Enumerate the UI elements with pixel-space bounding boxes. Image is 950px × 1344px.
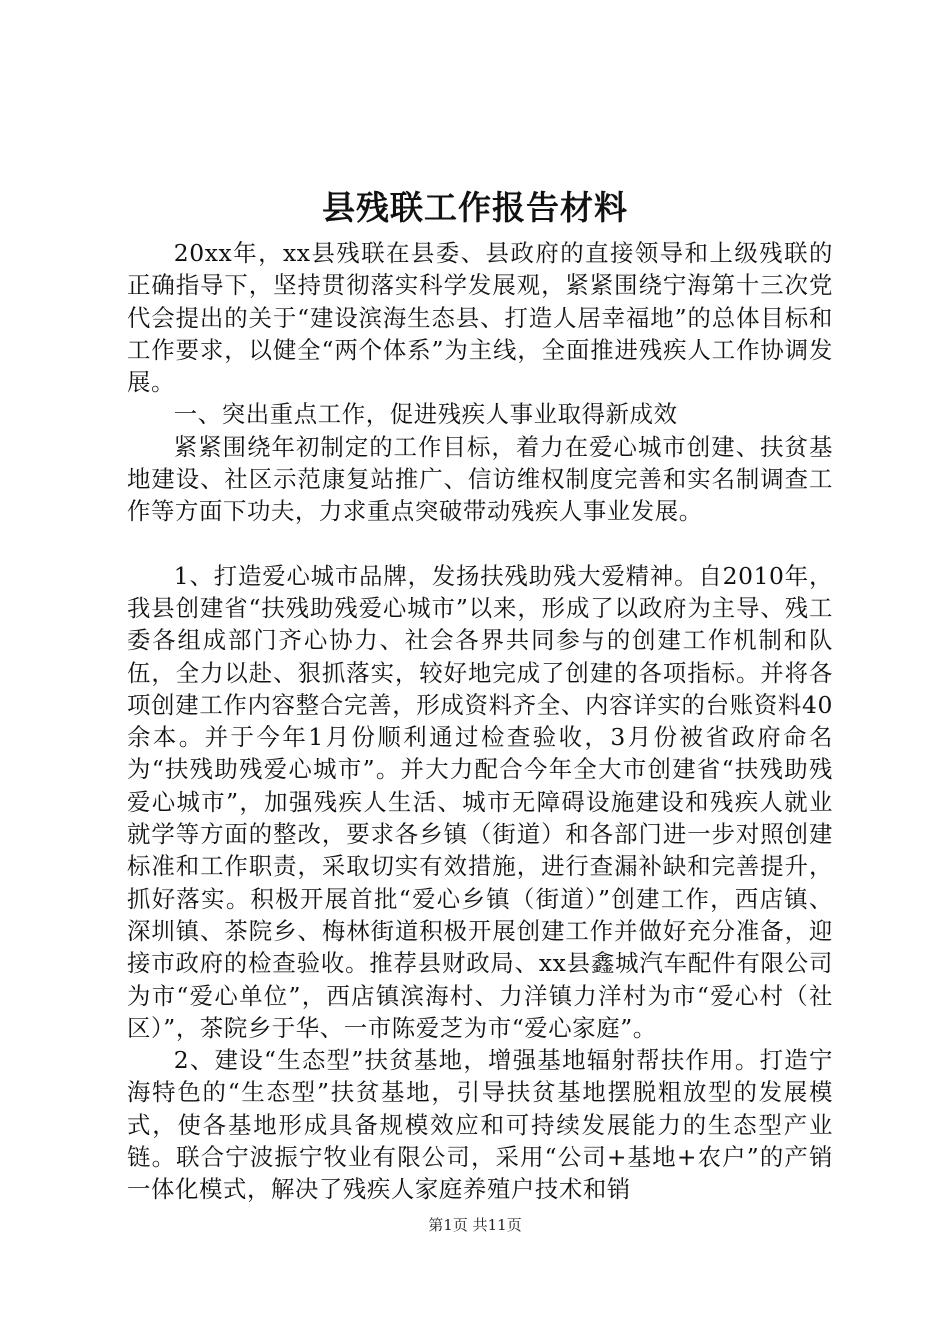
paragraph-intro: 20xx年，xx县残联在县委、县政府的直接领导和上级残联的正确指导下，坚持贯彻落实科学发展观，紧紧围绕宁海第十三次党代会提出的关于“建设滨海生态县、打造人居幸福地”的总体目标和工作要求，以健全“两个体系”为主线，全面推进残疾人工作协调发展。 — [127, 239, 833, 397]
page-footer: 第1页 共11页 — [428, 1216, 522, 1234]
document-title: 县残联工作报告材料 — [322, 188, 628, 227]
paragraph-item-2: 2、建设“生态型”扶贫基地，增强基地辐射帮扶作用。打造宁海特色的“生态型”扶贫基地，引导扶贫基地摆脱粗放型的发展模式，使各基地形成具备规模效应和可持续发展能力的生态型产业链。联合宁波振宁牧业有限公司，采用“公司+基地+农户”的产销一体化模式，解决了残疾人家庭养殖户技术和销 — [127, 1046, 833, 1204]
section-heading: 一、突出重点工作，促进残疾人事业取得新成效 — [173, 400, 678, 429]
document-body — [127, 237, 833, 1206]
blank-line — [127, 528, 833, 560]
paragraph-item-1: 1、打造爱心城市品牌，发扬扶残助残大爱精神。自2010年，我县创建省“扶残助残爱心城市”以来，形成了以政府为主导、残工委各组成部门齐心协力、社会各界共同参与的创建工作机制和队伍，全力以赴、狠抓落实，较好地完成了创建的各项指标。并将各项创建工作内容整合完善，形成资料齐全、内容详实的台账资料40余本。并于今年1月份顺利通过检查验收，3月份被省政府命名为“扶残助残爱心城市”。并大力配合今年全大市创建省“扶残助残爱心城市”，加强残疾人生活、城市无障碍设施建设和残疾人就业就学等方面的整改，要求各乡镇（街道）和各部门进一步对照创建标准和工作职责，采取切实有效措施，进行查漏补缺和完善提升，抓好落实。积极开展首批“爱心乡镇（街道）”创建工作，西店镇、深圳镇、茶院乡、梅林街道积极开展创建工作并做好充分准备，迎接市政府的检查验收。推荐县财政局、xx县鑫城汽车配件有限公司为市“爱心单位”，西店镇滨海村、力洋镇力洋村为市“爱心村（社区）”，茶院乡于华、一市陈爱芝为市“爱心家庭”。 — [127, 561, 833, 1042]
paragraph-section-summary: 紧紧围绕年初制定的工作目标，着力在爱心城市创建、扶贫基地建设、社区示范康复站推广、信访维权制度完善和实名制调查工作等方面下功夫，力求重点突破带动残疾人事业发展。 — [127, 432, 833, 526]
